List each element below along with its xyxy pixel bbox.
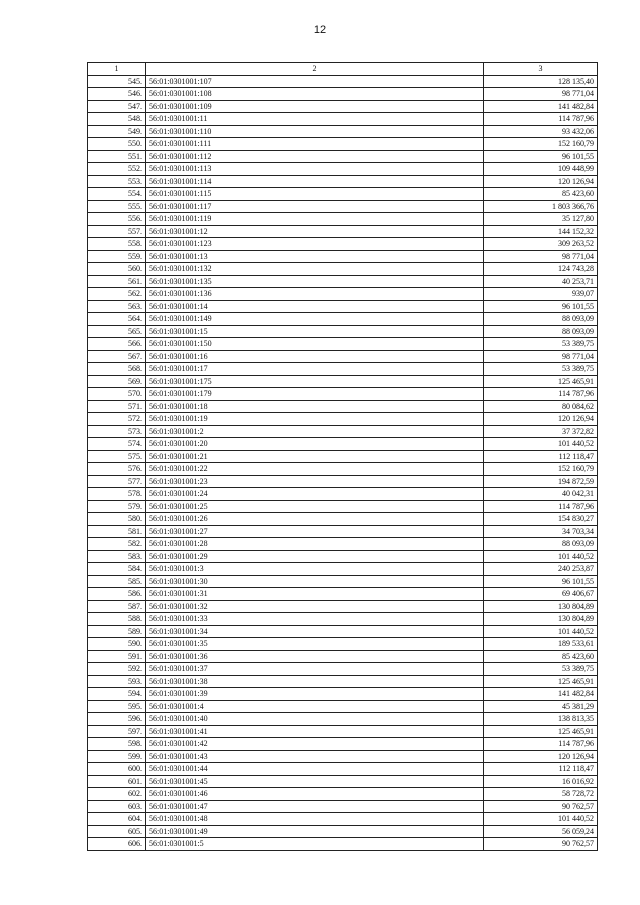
cadastral-number: 56:01:0301001:45 bbox=[146, 775, 484, 788]
cadastral-number: 56:01:0301001:119 bbox=[146, 213, 484, 226]
row-number: 592. bbox=[88, 663, 146, 676]
cadastral-value: 90 762,57 bbox=[484, 800, 598, 813]
row-number: 551. bbox=[88, 150, 146, 163]
row-number: 579. bbox=[88, 500, 146, 513]
cadastral-value: 101 440,52 bbox=[484, 625, 598, 638]
cadastral-value: 88 093,09 bbox=[484, 325, 598, 338]
cadastral-number: 56:01:0301001:136 bbox=[146, 288, 484, 301]
row-number: 589. bbox=[88, 625, 146, 638]
cadastral-value: 114 787,96 bbox=[484, 738, 598, 751]
row-number: 580. bbox=[88, 513, 146, 526]
row-number: 584. bbox=[88, 563, 146, 576]
cadastral-number: 56:01:0301001:44 bbox=[146, 763, 484, 776]
cadastral-value: 939,07 bbox=[484, 288, 598, 301]
cadastral-number: 56:01:0301001:14 bbox=[146, 300, 484, 313]
row-number: 557. bbox=[88, 225, 146, 238]
cadastral-number: 56:01:0301001:18 bbox=[146, 400, 484, 413]
cadastral-value: 141 482,84 bbox=[484, 100, 598, 113]
table-row bbox=[88, 813, 598, 826]
table-row bbox=[88, 675, 598, 688]
row-number: 573. bbox=[88, 425, 146, 438]
cadastral-value: 85 423,60 bbox=[484, 188, 598, 201]
cadastral-value: 114 787,96 bbox=[484, 388, 598, 401]
cadastral-value: 88 093,09 bbox=[484, 313, 598, 326]
cadastral-value: 141 482,84 bbox=[484, 688, 598, 701]
column-header-2: 2 bbox=[146, 63, 484, 76]
cadastral-number: 56:01:0301001:15 bbox=[146, 325, 484, 338]
table-row bbox=[88, 400, 598, 413]
table-row bbox=[88, 425, 598, 438]
cadastral-value: 88 093,09 bbox=[484, 538, 598, 551]
cadastral-value: 152 160,79 bbox=[484, 138, 598, 151]
row-number: 566. bbox=[88, 338, 146, 351]
cadastral-value: 96 101,55 bbox=[484, 150, 598, 163]
table-row bbox=[88, 825, 598, 838]
cadastral-number: 56:01:0301001:25 bbox=[146, 500, 484, 513]
row-number: 567. bbox=[88, 350, 146, 363]
cadastral-number: 56:01:0301001:32 bbox=[146, 600, 484, 613]
row-number: 593. bbox=[88, 675, 146, 688]
table-row bbox=[88, 100, 598, 113]
cadastral-value: 112 118,47 bbox=[484, 450, 598, 463]
row-number: 598. bbox=[88, 738, 146, 751]
cadastral-value: 101 440,52 bbox=[484, 550, 598, 563]
row-number: 545. bbox=[88, 75, 146, 88]
table-row bbox=[88, 350, 598, 363]
cadastral-number: 56:01:0301001:38 bbox=[146, 675, 484, 688]
table-row bbox=[88, 475, 598, 488]
cadastral-number: 56:01:0301001:132 bbox=[146, 263, 484, 276]
table-row bbox=[88, 413, 598, 426]
cadastral-number: 56:01:0301001:108 bbox=[146, 88, 484, 101]
column-header-3: 3 bbox=[484, 63, 598, 76]
cadastral-value: 189 533,61 bbox=[484, 638, 598, 651]
cadastral-value: 152 160,79 bbox=[484, 463, 598, 476]
row-number: 564. bbox=[88, 313, 146, 326]
row-number: 594. bbox=[88, 688, 146, 701]
cadastral-value: 194 872,59 bbox=[484, 475, 598, 488]
cadastral-number: 56:01:0301001:19 bbox=[146, 413, 484, 426]
cadastral-number: 56:01:0301001:17 bbox=[146, 363, 484, 376]
cadastral-number: 56:01:0301001:48 bbox=[146, 813, 484, 826]
row-number: 547. bbox=[88, 100, 146, 113]
cadastral-number: 56:01:0301001:43 bbox=[146, 750, 484, 763]
row-number: 582. bbox=[88, 538, 146, 551]
table-row bbox=[88, 450, 598, 463]
table-row bbox=[88, 163, 598, 176]
cadastral-value: 120 126,94 bbox=[484, 750, 598, 763]
row-number: 563. bbox=[88, 300, 146, 313]
cadastral-value: 114 787,96 bbox=[484, 113, 598, 126]
row-number: 583. bbox=[88, 550, 146, 563]
row-number: 591. bbox=[88, 650, 146, 663]
cadastral-value: 56 059,24 bbox=[484, 825, 598, 838]
table-row bbox=[88, 275, 598, 288]
cadastral-number: 56:01:0301001:112 bbox=[146, 150, 484, 163]
table-row bbox=[88, 213, 598, 226]
table-row bbox=[88, 550, 598, 563]
cadastral-value: 138 813,35 bbox=[484, 713, 598, 726]
row-number: 560. bbox=[88, 263, 146, 276]
table-row bbox=[88, 525, 598, 538]
cadastral-number: 56:01:0301001:110 bbox=[146, 125, 484, 138]
row-number: 581. bbox=[88, 525, 146, 538]
cadastral-number: 56:01:0301001:33 bbox=[146, 613, 484, 626]
cadastral-number: 56:01:0301001:35 bbox=[146, 638, 484, 651]
cadastral-value: 58 728,72 bbox=[484, 788, 598, 801]
cadastral-number: 56:01:0301001:3 bbox=[146, 563, 484, 576]
row-number: 597. bbox=[88, 725, 146, 738]
table-row bbox=[88, 300, 598, 313]
cadastral-value: 309 263,52 bbox=[484, 238, 598, 251]
row-number: 568. bbox=[88, 363, 146, 376]
table-row bbox=[88, 338, 598, 351]
page-number: 12 bbox=[313, 24, 327, 36]
row-number: 555. bbox=[88, 200, 146, 213]
table-row bbox=[88, 313, 598, 326]
row-number: 601. bbox=[88, 775, 146, 788]
row-number: 552. bbox=[88, 163, 146, 176]
cadastral-value: 128 135,40 bbox=[484, 75, 598, 88]
row-number: 558. bbox=[88, 238, 146, 251]
row-number: 548. bbox=[88, 113, 146, 126]
cadastral-value: 112 118,47 bbox=[484, 763, 598, 776]
column-header-1: 1 bbox=[88, 63, 146, 76]
row-number: 596. bbox=[88, 713, 146, 726]
table-row bbox=[88, 563, 598, 576]
table-row bbox=[88, 575, 598, 588]
cadastral-value: 40 042,31 bbox=[484, 488, 598, 501]
cadastral-number: 56:01:0301001:37 bbox=[146, 663, 484, 676]
cadastral-number: 56:01:0301001:107 bbox=[146, 75, 484, 88]
cadastral-number: 56:01:0301001:40 bbox=[146, 713, 484, 726]
table-row bbox=[88, 775, 598, 788]
cadastral-number: 56:01:0301001:36 bbox=[146, 650, 484, 663]
cadastral-number: 56:01:0301001:117 bbox=[146, 200, 484, 213]
cadastral-value: 53 389,75 bbox=[484, 338, 598, 351]
table-row bbox=[88, 738, 598, 751]
table-row bbox=[88, 238, 598, 251]
row-number: 559. bbox=[88, 250, 146, 263]
cadastral-value: 101 440,52 bbox=[484, 438, 598, 451]
row-number: 556. bbox=[88, 213, 146, 226]
row-number: 553. bbox=[88, 175, 146, 188]
table-row bbox=[88, 438, 598, 451]
cadastral-number: 56:01:0301001:28 bbox=[146, 538, 484, 551]
row-number: 572. bbox=[88, 413, 146, 426]
table-row bbox=[88, 200, 598, 213]
table-row bbox=[88, 175, 598, 188]
row-number: 569. bbox=[88, 375, 146, 388]
cadastral-value: 130 804,89 bbox=[484, 613, 598, 626]
table-row bbox=[88, 138, 598, 151]
cadastral-number: 56:01:0301001:26 bbox=[146, 513, 484, 526]
cadastral-number: 56:01:0301001:111 bbox=[146, 138, 484, 151]
row-number: 546. bbox=[88, 88, 146, 101]
row-number: 571. bbox=[88, 400, 146, 413]
cadastral-value: 53 389,75 bbox=[484, 363, 598, 376]
cadastral-number: 56:01:0301001:149 bbox=[146, 313, 484, 326]
table-row bbox=[88, 650, 598, 663]
cadastral-number: 56:01:0301001:11 bbox=[146, 113, 484, 126]
table-row bbox=[88, 500, 598, 513]
row-number: 570. bbox=[88, 388, 146, 401]
cadastral-number: 56:01:0301001:20 bbox=[146, 438, 484, 451]
row-number: 586. bbox=[88, 588, 146, 601]
cadastral-number: 56:01:0301001:113 bbox=[146, 163, 484, 176]
cadastral-value: 98 771,04 bbox=[484, 88, 598, 101]
cadastral-value: 120 126,94 bbox=[484, 413, 598, 426]
cadastral-value: 80 084,62 bbox=[484, 400, 598, 413]
cadastral-value: 53 389,75 bbox=[484, 663, 598, 676]
cadastral-value: 125 465,91 bbox=[484, 725, 598, 738]
table-row bbox=[88, 113, 598, 126]
table-row bbox=[88, 588, 598, 601]
table-row bbox=[88, 713, 598, 726]
row-number: 603. bbox=[88, 800, 146, 813]
cadastral-value: 98 771,04 bbox=[484, 350, 598, 363]
table-row bbox=[88, 638, 598, 651]
cadastral-value: 98 771,04 bbox=[484, 250, 598, 263]
row-number: 577. bbox=[88, 475, 146, 488]
cadastral-number: 56:01:0301001:16 bbox=[146, 350, 484, 363]
cadastral-number: 56:01:0301001:24 bbox=[146, 488, 484, 501]
cadastral-number: 56:01:0301001:175 bbox=[146, 375, 484, 388]
cadastral-number: 56:01:0301001:4 bbox=[146, 700, 484, 713]
cadastral-value: 90 762,57 bbox=[484, 838, 598, 851]
cadastral-number: 56:01:0301001:27 bbox=[146, 525, 484, 538]
table-row bbox=[88, 750, 598, 763]
table-row bbox=[88, 513, 598, 526]
cadastral-value: 96 101,55 bbox=[484, 575, 598, 588]
table-row bbox=[88, 838, 598, 851]
cadastral-value: 144 152,32 bbox=[484, 225, 598, 238]
cadastral-value: 125 465,91 bbox=[484, 375, 598, 388]
row-number: 575. bbox=[88, 450, 146, 463]
cadastral-number: 56:01:0301001:115 bbox=[146, 188, 484, 201]
cadastral-value: 124 743,28 bbox=[484, 263, 598, 276]
table-row bbox=[88, 125, 598, 138]
row-number: 576. bbox=[88, 463, 146, 476]
table-row bbox=[88, 463, 598, 476]
row-number: 602. bbox=[88, 788, 146, 801]
row-number: 587. bbox=[88, 600, 146, 613]
table-row bbox=[88, 150, 598, 163]
cadastral-number: 56:01:0301001:13 bbox=[146, 250, 484, 263]
table-row bbox=[88, 225, 598, 238]
cadastral-number: 56:01:0301001:5 bbox=[146, 838, 484, 851]
cadastral-number: 56:01:0301001:30 bbox=[146, 575, 484, 588]
row-number: 590. bbox=[88, 638, 146, 651]
table-row bbox=[88, 388, 598, 401]
row-number: 550. bbox=[88, 138, 146, 151]
cadastral-number: 56:01:0301001:23 bbox=[146, 475, 484, 488]
table-row bbox=[88, 88, 598, 101]
table-row bbox=[88, 75, 598, 88]
cadastral-number: 56:01:0301001:123 bbox=[146, 238, 484, 251]
table-row bbox=[88, 250, 598, 263]
cadastral-number: 56:01:0301001:47 bbox=[146, 800, 484, 813]
cadastral-number: 56:01:0301001:41 bbox=[146, 725, 484, 738]
row-number: 549. bbox=[88, 125, 146, 138]
cadastral-number: 56:01:0301001:31 bbox=[146, 588, 484, 601]
row-number: 574. bbox=[88, 438, 146, 451]
table-row bbox=[88, 700, 598, 713]
cadastral-number: 56:01:0301001:135 bbox=[146, 275, 484, 288]
cadastral-value: 40 253,71 bbox=[484, 275, 598, 288]
cadastral-value: 240 253,87 bbox=[484, 563, 598, 576]
cadastral-value: 16 016,92 bbox=[484, 775, 598, 788]
table-row bbox=[88, 625, 598, 638]
table-row bbox=[88, 488, 598, 501]
cadastral-number: 56:01:0301001:34 bbox=[146, 625, 484, 638]
cadastral-value: 1 803 366,76 bbox=[484, 200, 598, 213]
cadastral-number: 56:01:0301001:109 bbox=[146, 100, 484, 113]
cadastral-value: 69 406,67 bbox=[484, 588, 598, 601]
table-row bbox=[88, 288, 598, 301]
cadastral-number: 56:01:0301001:39 bbox=[146, 688, 484, 701]
cadastral-value: 114 787,96 bbox=[484, 500, 598, 513]
table-row bbox=[88, 725, 598, 738]
cadastral-number: 56:01:0301001:22 bbox=[146, 463, 484, 476]
table-row bbox=[88, 375, 598, 388]
row-number: 588. bbox=[88, 613, 146, 626]
row-number: 605. bbox=[88, 825, 146, 838]
cadastral-value: 85 423,60 bbox=[484, 650, 598, 663]
cadastral-number: 56:01:0301001:46 bbox=[146, 788, 484, 801]
row-number: 606. bbox=[88, 838, 146, 851]
cadastral-value: 45 381,29 bbox=[484, 700, 598, 713]
cadastral-number: 56:01:0301001:179 bbox=[146, 388, 484, 401]
table-row bbox=[88, 663, 598, 676]
row-number: 585. bbox=[88, 575, 146, 588]
row-number: 595. bbox=[88, 700, 146, 713]
row-number: 599. bbox=[88, 750, 146, 763]
table-row bbox=[88, 788, 598, 801]
table-row bbox=[88, 688, 598, 701]
cadastral-number: 56:01:0301001:21 bbox=[146, 450, 484, 463]
table-row bbox=[88, 763, 598, 776]
row-number: 565. bbox=[88, 325, 146, 338]
row-number: 562. bbox=[88, 288, 146, 301]
cadastral-value: 37 372,82 bbox=[484, 425, 598, 438]
cadastral-value: 35 127,80 bbox=[484, 213, 598, 226]
cadastral-number: 56:01:0301001:29 bbox=[146, 550, 484, 563]
cadastral-number: 56:01:0301001:2 bbox=[146, 425, 484, 438]
cadastral-number: 56:01:0301001:12 bbox=[146, 225, 484, 238]
table-row bbox=[88, 263, 598, 276]
cadastral-value: 101 440,52 bbox=[484, 813, 598, 826]
row-number: 554. bbox=[88, 188, 146, 201]
cadastral-value: 130 804,89 bbox=[484, 600, 598, 613]
land-plot-table bbox=[87, 62, 598, 851]
cadastral-value: 34 703,34 bbox=[484, 525, 598, 538]
cadastral-value: 109 448,99 bbox=[484, 163, 598, 176]
table-row bbox=[88, 800, 598, 813]
table-row bbox=[88, 325, 598, 338]
row-number: 600. bbox=[88, 763, 146, 776]
table-row bbox=[88, 188, 598, 201]
table-row bbox=[88, 538, 598, 551]
table-header-row bbox=[88, 63, 598, 76]
cadastral-value: 120 126,94 bbox=[484, 175, 598, 188]
table-row bbox=[88, 363, 598, 376]
cadastral-value: 125 465,91 bbox=[484, 675, 598, 688]
cadastral-number: 56:01:0301001:42 bbox=[146, 738, 484, 751]
cadastral-value: 93 432,06 bbox=[484, 125, 598, 138]
cadastral-number: 56:01:0301001:49 bbox=[146, 825, 484, 838]
row-number: 561. bbox=[88, 275, 146, 288]
cadastral-value: 96 101,55 bbox=[484, 300, 598, 313]
row-number: 604. bbox=[88, 813, 146, 826]
table-row bbox=[88, 600, 598, 613]
cadastral-number: 56:01:0301001:114 bbox=[146, 175, 484, 188]
cadastral-value: 154 830,27 bbox=[484, 513, 598, 526]
cadastral-number: 56:01:0301001:150 bbox=[146, 338, 484, 351]
table-row bbox=[88, 613, 598, 626]
row-number: 578. bbox=[88, 488, 146, 501]
